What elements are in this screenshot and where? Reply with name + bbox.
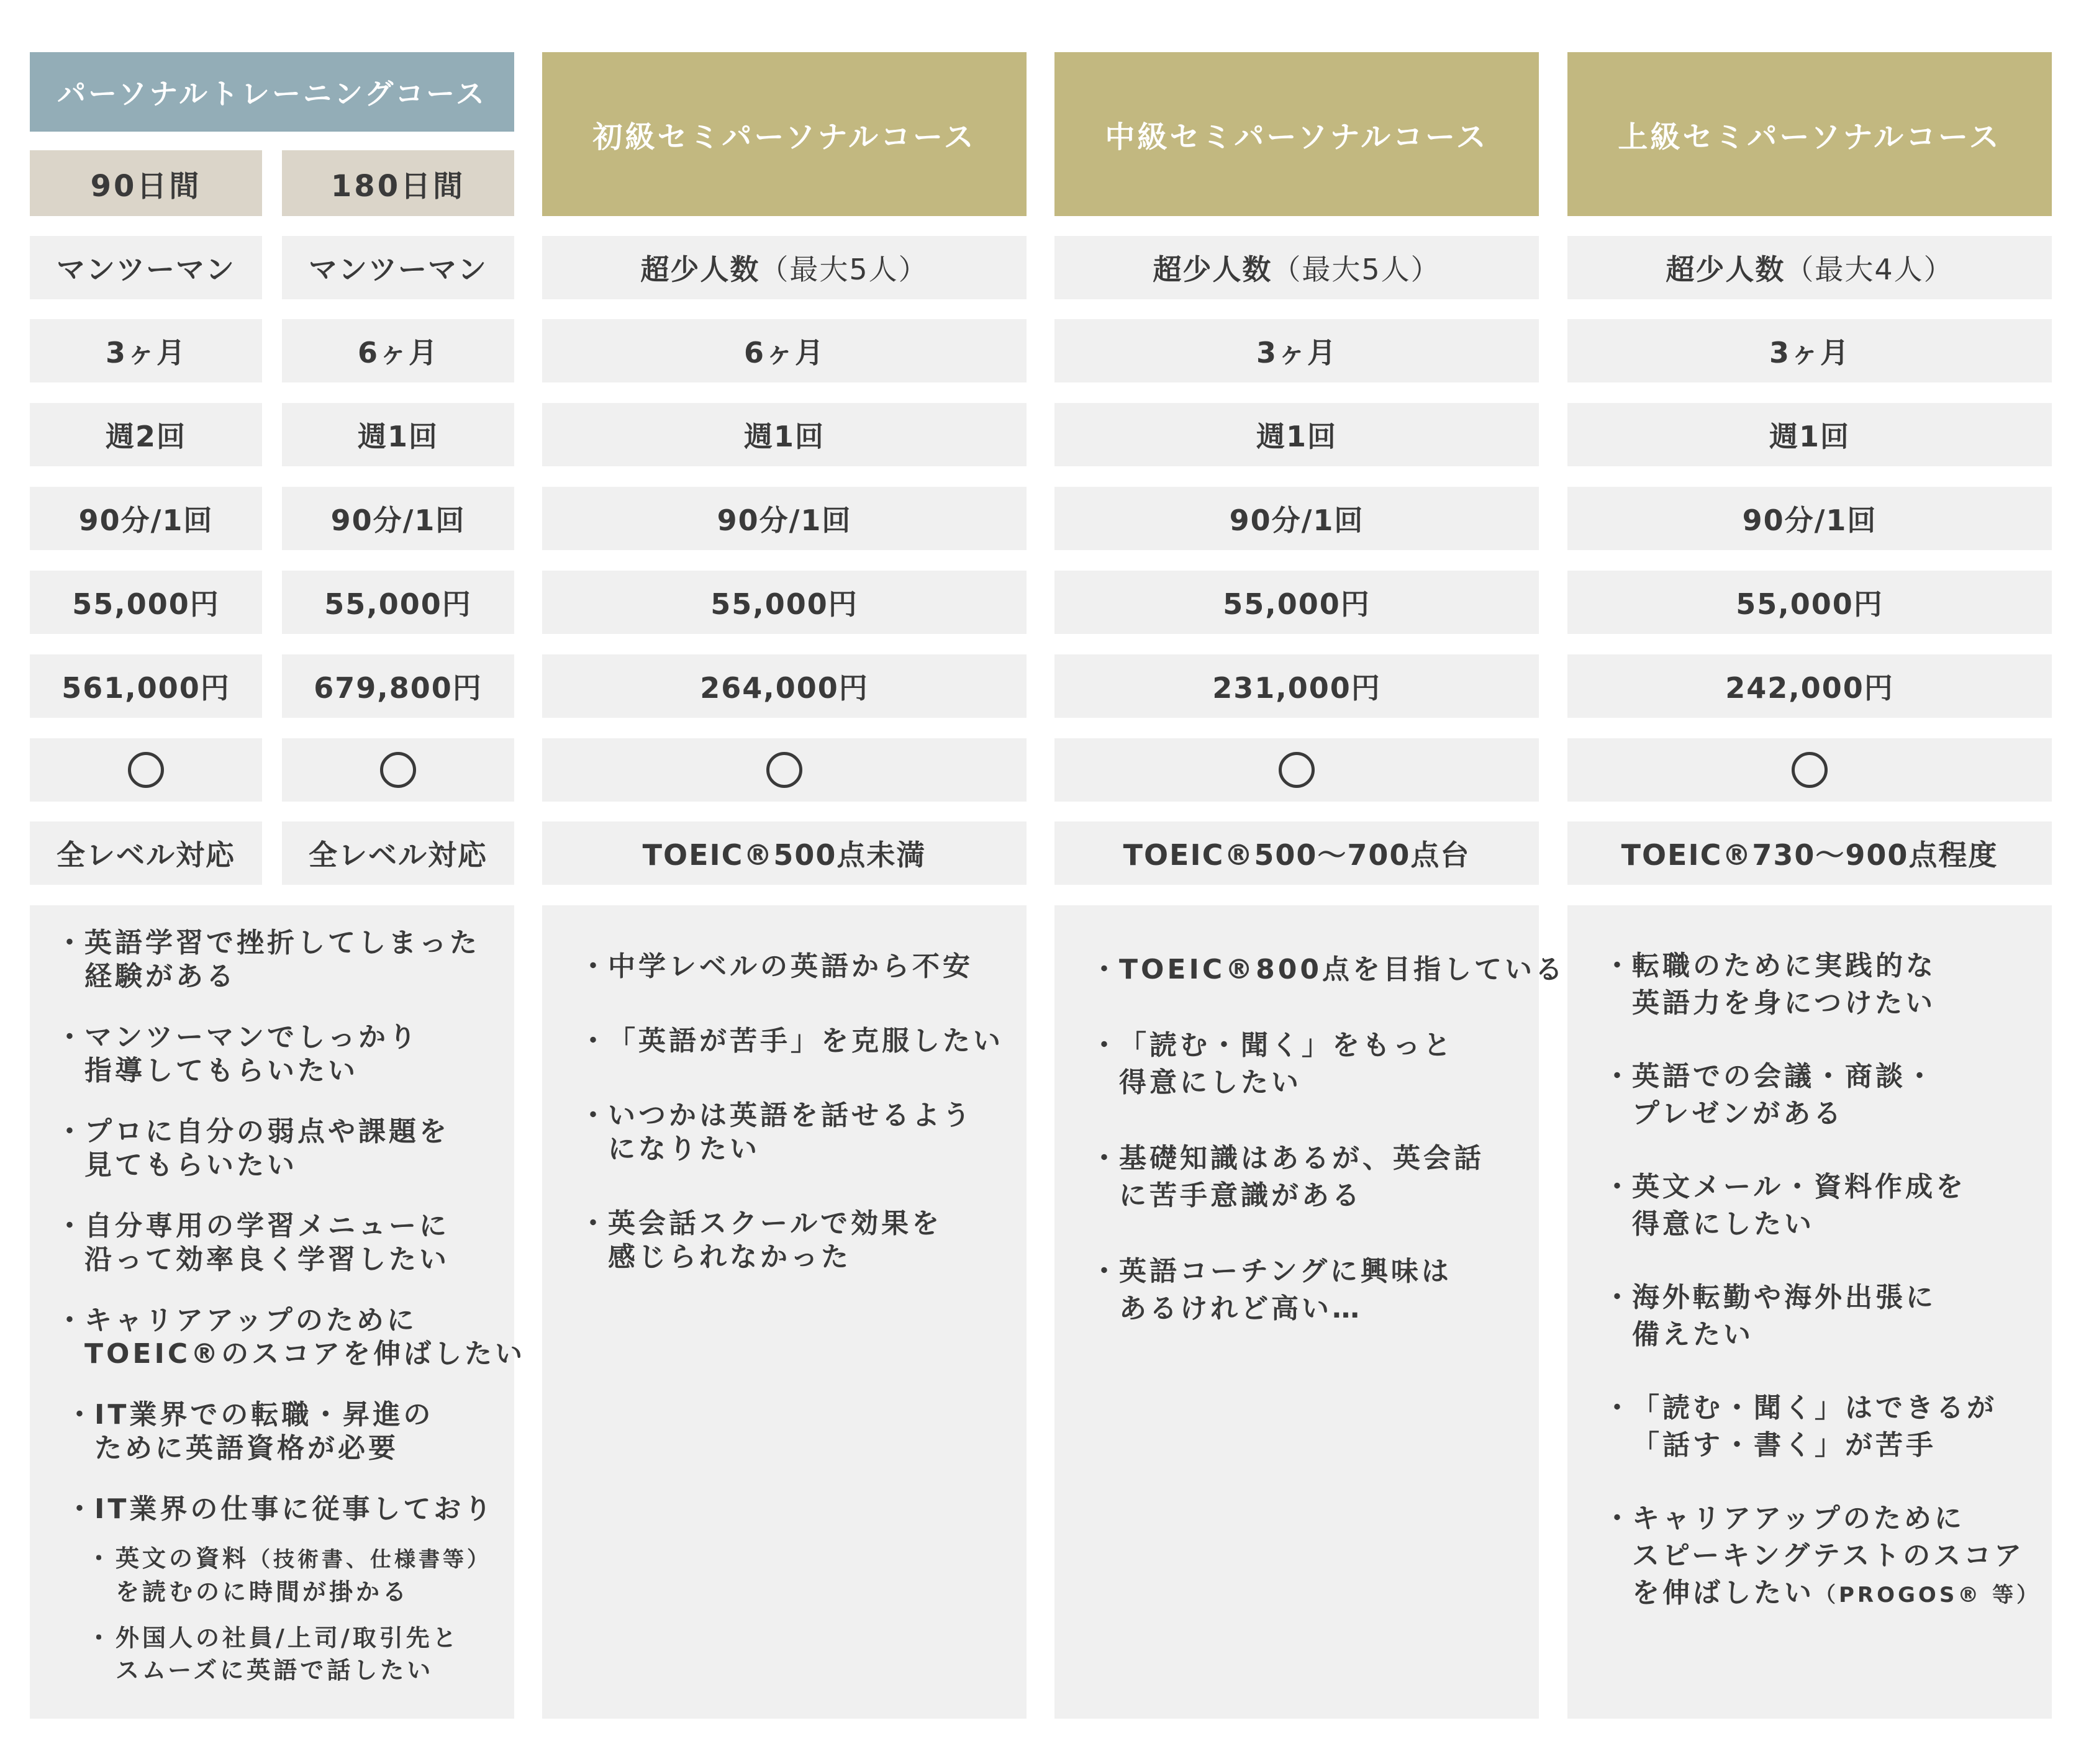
cell-level: 全レベル対応 [282,821,514,885]
cell-tuition: 242,000円 [1567,654,2052,718]
recommend-item: ・ プロに自分の弱点や課題を 見てもらいたい [60,1115,502,1182]
cell-duration: 3ヶ月 [1567,319,2052,382]
cell-frequency: 週1回 [1054,403,1539,466]
recommend-item: ・ マンツーマンでしっかり 指導してもらいたい [60,1021,502,1088]
cell-admission-fee: 55,000円 [1567,571,2052,634]
recommend-item: ・ 英文メール・資料作成を 得意にしたい [1607,1169,2039,1243]
recommend-item: ・ IT業界での転職・昇進の ために英語資格が必要 [70,1398,502,1465]
header-advanced-course: 上級セミパーソナルコース [1567,52,2052,216]
recommend-panel-beginner [542,905,1027,1719]
recommend-item: ・ 「英語が苦手」を克服したい [583,1024,1014,1058]
cell-level: TOEIC®500〜700点台 [1054,821,1539,885]
cell-lesson-length: 90分/1回 [542,487,1027,550]
recommend-item: ・ 英語での会議・商談・ プレゼンがある [1607,1058,2039,1133]
cell-available [282,738,514,802]
cell-admission-fee: 55,000円 [282,571,514,634]
recommend-item: ・ キャリアアップのために スピーキングテストのスコア を伸ばしたい（PROGOS® 等） [1607,1500,2039,1614]
cell-tuition: 679,800円 [282,654,514,718]
recommend-item: ・ 海外転勤や海外出張に 備えたい [1607,1279,2039,1354]
cell-available [542,738,1027,802]
cell-frequency: 週1回 [1567,403,2052,466]
header-intermediate-course: 中級セミパーソナルコース [1054,52,1539,216]
header-180-days: 180日間 [282,150,514,216]
cell-format: マンツーマン [282,236,514,299]
recommend-item: ・ 英会話スクールで効果を 感じられなかった [583,1207,1014,1274]
recommend-item: ・ 中学レベルの英語から不安 [583,950,1014,984]
recommend-item: ・ 英語学習で挫折してしまった 経験がある [60,926,502,993]
cell-tuition: 264,000円 [542,654,1027,718]
recommend-item: ・ 自分専用の学習メニューに 沿って効率良く学習したい [60,1210,502,1277]
recommend-panel-advanced [1567,905,2052,1719]
recommend-item: ・ TOEIC®800点を目指している [1094,951,1526,988]
cell-level: TOEIC®730〜900点程度 [1567,821,2052,885]
circle-mark-icon [380,752,416,788]
cell-duration: 3ヶ月 [30,319,262,382]
cell-level: 全レベル対応 [30,821,262,885]
cell-lesson-length: 90分/1回 [1054,487,1539,550]
cell-lesson-length: 90分/1回 [30,487,262,550]
recommend-sub-item: ・ 英文の資料（技術書、仕様書等） を読むのに時間が掛かる [91,1542,502,1608]
cell-frequency: 週1回 [542,403,1027,466]
recommend-item: ・ 転職のために実践的な 英語力を身につけたい [1607,948,2039,1022]
cell-level: TOEIC®500点未満 [542,821,1027,885]
cell-admission-fee: 55,000円 [30,571,262,634]
cell-duration: 6ヶ月 [282,319,514,382]
cell-format: 超少人数 （最大5人） [542,236,1027,299]
recommend-item: ・ 「読む・聞く」をもっと 得意にしたい [1094,1027,1526,1101]
cell-admission-fee: 55,000円 [1054,571,1539,634]
header-beginner-course: 初級セミパーソナルコース [542,52,1027,216]
cell-format: マンツーマン [30,236,262,299]
cell-available [1567,738,2052,802]
header-personal-training: パーソナルトレーニングコース [30,52,514,132]
recommend-item: ・ IT業界の仕事に従事しており [70,1493,502,1526]
recommend-item: ・ いつかは英語を話せるよう になりたい [583,1099,1014,1166]
circle-mark-icon [1279,752,1315,788]
cell-admission-fee: 55,000円 [542,571,1027,634]
recommend-panel-intermediate [1054,905,1566,1719]
circle-mark-icon [766,752,802,788]
recommend-item: ・ 英語コーチングに興味は あるけれど高い… [1094,1253,1526,1328]
recommend-sub-item: ・ 外国人の社員/上司/取引先と スムーズに英語で話したい [91,1622,502,1686]
cell-lesson-length: 90分/1回 [1567,487,2052,550]
cell-duration: 3ヶ月 [1054,319,1539,382]
recommend-item: ・ 「読む・聞く」はできるが 「話す・書く」が苦手 [1607,1390,2039,1464]
cell-available [30,738,262,802]
circle-mark-icon [128,752,164,788]
cell-frequency: 週2回 [30,403,262,466]
recommend-panel-personal [30,905,526,1719]
cell-tuition: 561,000円 [30,654,262,718]
cell-format: 超少人数 （最大5人） [1054,236,1539,299]
header-90-days: 90日間 [30,150,262,216]
cell-duration: 6ヶ月 [542,319,1027,382]
cell-available [1054,738,1539,802]
circle-mark-icon [1792,752,1828,788]
cell-tuition: 231,000円 [1054,654,1539,718]
cell-lesson-length: 90分/1回 [282,487,514,550]
recommend-item: ・ 基礎知識はあるが、英会話 に苦手意識がある [1094,1140,1526,1214]
recommend-item: ・ キャリアアップのために TOEIC®のスコアを伸ばしたい [60,1304,502,1371]
cell-frequency: 週1回 [282,403,514,466]
cell-format: 超少人数 （最大4人） [1567,236,2052,299]
